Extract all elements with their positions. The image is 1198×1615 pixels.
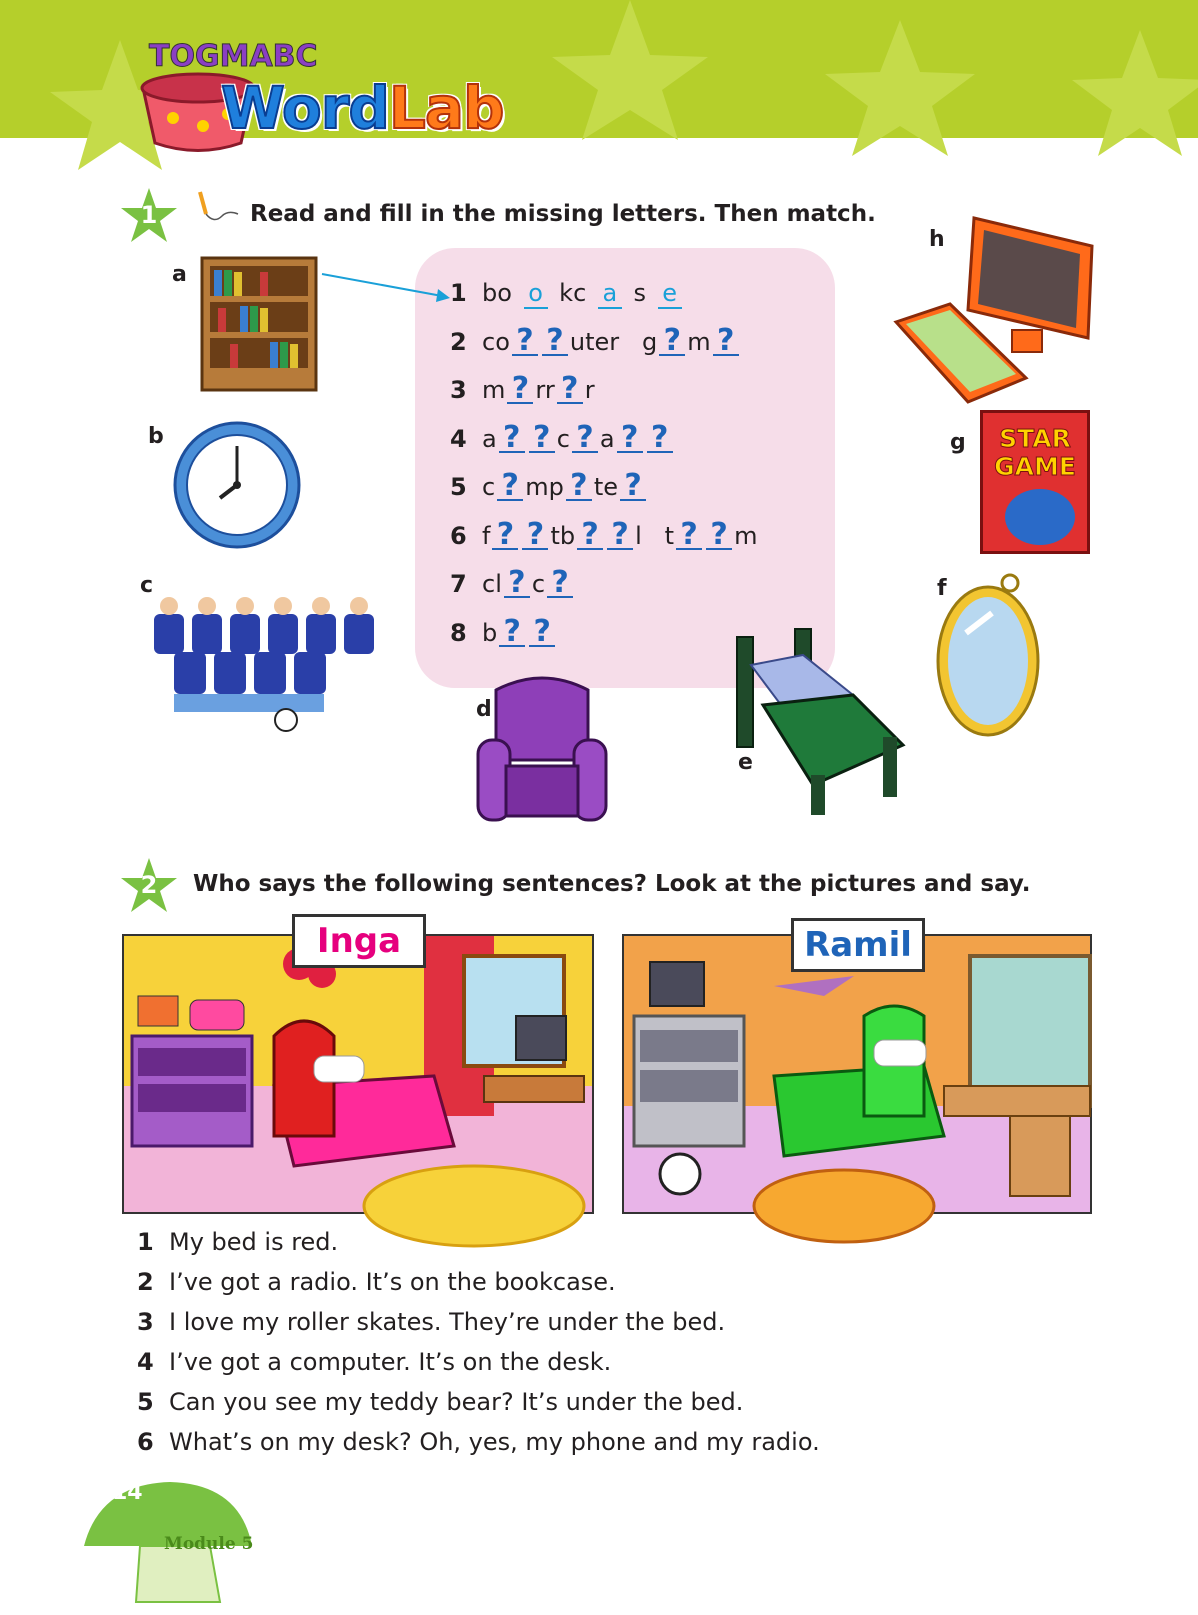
- missing-letter-blank: ?: [529, 619, 555, 647]
- word-fragment: uter g: [569, 327, 658, 356]
- sentence-item: 3 I love my roller skates. They’re under the bed.: [137, 1308, 726, 1336]
- missing-letter-blank: ?: [492, 522, 518, 550]
- page-number: 14: [112, 1480, 143, 1505]
- missing-letter-blank: ?: [676, 522, 702, 550]
- missing-letter-blank: ?: [512, 328, 538, 356]
- picture-letter-b: b: [148, 424, 164, 449]
- exercise-2-number: 2: [140, 871, 158, 899]
- word-fragment: bo: [482, 279, 520, 307]
- sentence-item: 2 I’ve got a radio. It’s on the bookcase.: [137, 1268, 616, 1296]
- word-item: [450, 279, 757, 328]
- word-item-number: 7: [450, 570, 467, 598]
- ramil-room-picture: [622, 934, 1092, 1214]
- word-item-number: 1: [450, 279, 467, 307]
- logo-word-text: Word: [221, 74, 389, 142]
- word-fragment: m: [482, 376, 506, 404]
- filled-letter: a: [598, 279, 622, 309]
- missing-letter-blank: ?: [504, 570, 530, 598]
- missing-letter-blank: ?: [607, 522, 633, 550]
- match-arrow: [318, 268, 458, 308]
- picture-letter-c: c: [140, 573, 154, 598]
- clock-picture: [170, 418, 304, 552]
- word-item: [450, 468, 757, 522]
- football-team-picture: [150, 592, 395, 738]
- sentence-list: [137, 1228, 820, 1468]
- word-fragment: mp: [525, 473, 564, 501]
- exercise-2-instruction: Who says the following sentences? Look at the pictures and say.: [193, 871, 1031, 897]
- word-item-number: 2: [450, 327, 467, 356]
- inga-room-picture: [122, 934, 594, 1214]
- picture-letter-a: a: [172, 262, 187, 287]
- armchair-picture: [476, 670, 608, 822]
- word-fragment: b: [482, 618, 498, 647]
- filled-letter: e: [658, 279, 682, 309]
- missing-letter-blank: ?: [557, 376, 583, 404]
- word-item-number: 5: [450, 473, 467, 501]
- missing-letter-blank: ?: [497, 473, 523, 501]
- word-item-number: 4: [450, 424, 467, 453]
- word-fragment: r: [584, 376, 595, 404]
- word-item: [450, 613, 757, 668]
- word-fragment: c: [531, 570, 546, 598]
- module-label: Module 5: [164, 1534, 254, 1554]
- star-game-box-picture: [980, 410, 1090, 554]
- exercise-1-number: 1: [140, 201, 158, 229]
- word-item-number: 6: [450, 521, 467, 550]
- picture-letter-g: g: [950, 430, 966, 455]
- missing-letter-blank: ?: [577, 522, 603, 550]
- word-fragment: rr: [535, 376, 555, 404]
- logo-lab-text: Lab: [388, 74, 504, 142]
- game-box-title-line1: STAR: [999, 424, 1071, 453]
- sentence-item: 5 Can you see my teddy bear? It’s under the bed.: [137, 1388, 744, 1416]
- word-item-number: 8: [450, 618, 467, 647]
- word-fragment: co: [482, 327, 510, 356]
- word-fragment: f: [482, 521, 491, 550]
- computer-picture: [890, 212, 1100, 410]
- word-item: [450, 516, 758, 571]
- missing-letter-blank: ?: [507, 376, 533, 404]
- word-item-number: 3: [450, 376, 467, 404]
- word-fragment: te: [593, 473, 619, 501]
- missing-letter-blank: ?: [647, 425, 673, 453]
- word-fragment: m: [687, 327, 711, 356]
- word-item: [450, 322, 757, 377]
- word-item: [450, 419, 757, 474]
- sentence-item: 6 What’s on my desk? Oh, yes, my phone and my radio.: [137, 1428, 820, 1456]
- word-fragment: l t: [635, 521, 675, 550]
- svg-text:TOGMABC: TOGMABC: [149, 39, 318, 74]
- sentence-item: 1 My bed is red.: [137, 1228, 339, 1256]
- exercise-2-star-badge: [119, 856, 179, 916]
- missing-letter-blank: ?: [706, 522, 732, 550]
- missing-letter-blank: ?: [572, 425, 598, 453]
- missing-letter-blank: ?: [499, 619, 525, 647]
- picture-letter-f: f: [937, 576, 947, 601]
- missing-letter-blank: ?: [659, 328, 685, 356]
- word-fragment: kc: [551, 279, 594, 307]
- missing-letter-blank: ?: [620, 473, 646, 501]
- missing-letter-blank: ?: [542, 328, 568, 356]
- ramil-name-label: Ramil: [791, 918, 925, 972]
- game-box-title-line2: GAME: [994, 452, 1076, 481]
- word-fragment: tb: [550, 521, 576, 550]
- picture-letter-d: d: [476, 697, 492, 722]
- word-fragment: cl: [482, 570, 502, 598]
- word-list: [450, 279, 757, 667]
- missing-letter-blank: ?: [547, 570, 573, 598]
- exercise-1-star-badge: [119, 186, 179, 246]
- sentence-item: 4 I’ve got a computer. It’s on the desk.: [137, 1348, 612, 1376]
- missing-letter-blank: ?: [617, 425, 643, 453]
- mirror-picture: [932, 573, 1044, 745]
- filled-letter: o: [524, 279, 548, 309]
- word-fragment: c: [482, 473, 496, 501]
- inga-name-label: Inga: [292, 914, 426, 968]
- word-item: [450, 565, 757, 619]
- exercise-1-instruction: Read and fill in the missing letters. Then match.: [250, 201, 876, 227]
- missing-letter-blank: ?: [713, 328, 739, 356]
- missing-letter-blank: ?: [566, 473, 592, 501]
- word-fragment: a: [482, 424, 497, 453]
- word-fragment: c: [556, 424, 570, 453]
- word-fragment: s: [625, 279, 654, 307]
- word-lab-logo: [133, 18, 543, 153]
- pencil-icon: [192, 188, 242, 228]
- word-fragment: m: [734, 521, 758, 550]
- picture-letter-h: h: [929, 227, 945, 252]
- bookcase-picture: [200, 256, 320, 392]
- picture-letter-e: e: [738, 750, 753, 775]
- missing-letter-blank: ?: [529, 425, 555, 453]
- word-fragment: a: [599, 424, 615, 453]
- missing-letter-blank: ?: [499, 425, 525, 453]
- word-item: [450, 371, 757, 425]
- bed-picture: [733, 625, 908, 817]
- missing-letter-blank: ?: [522, 522, 548, 550]
